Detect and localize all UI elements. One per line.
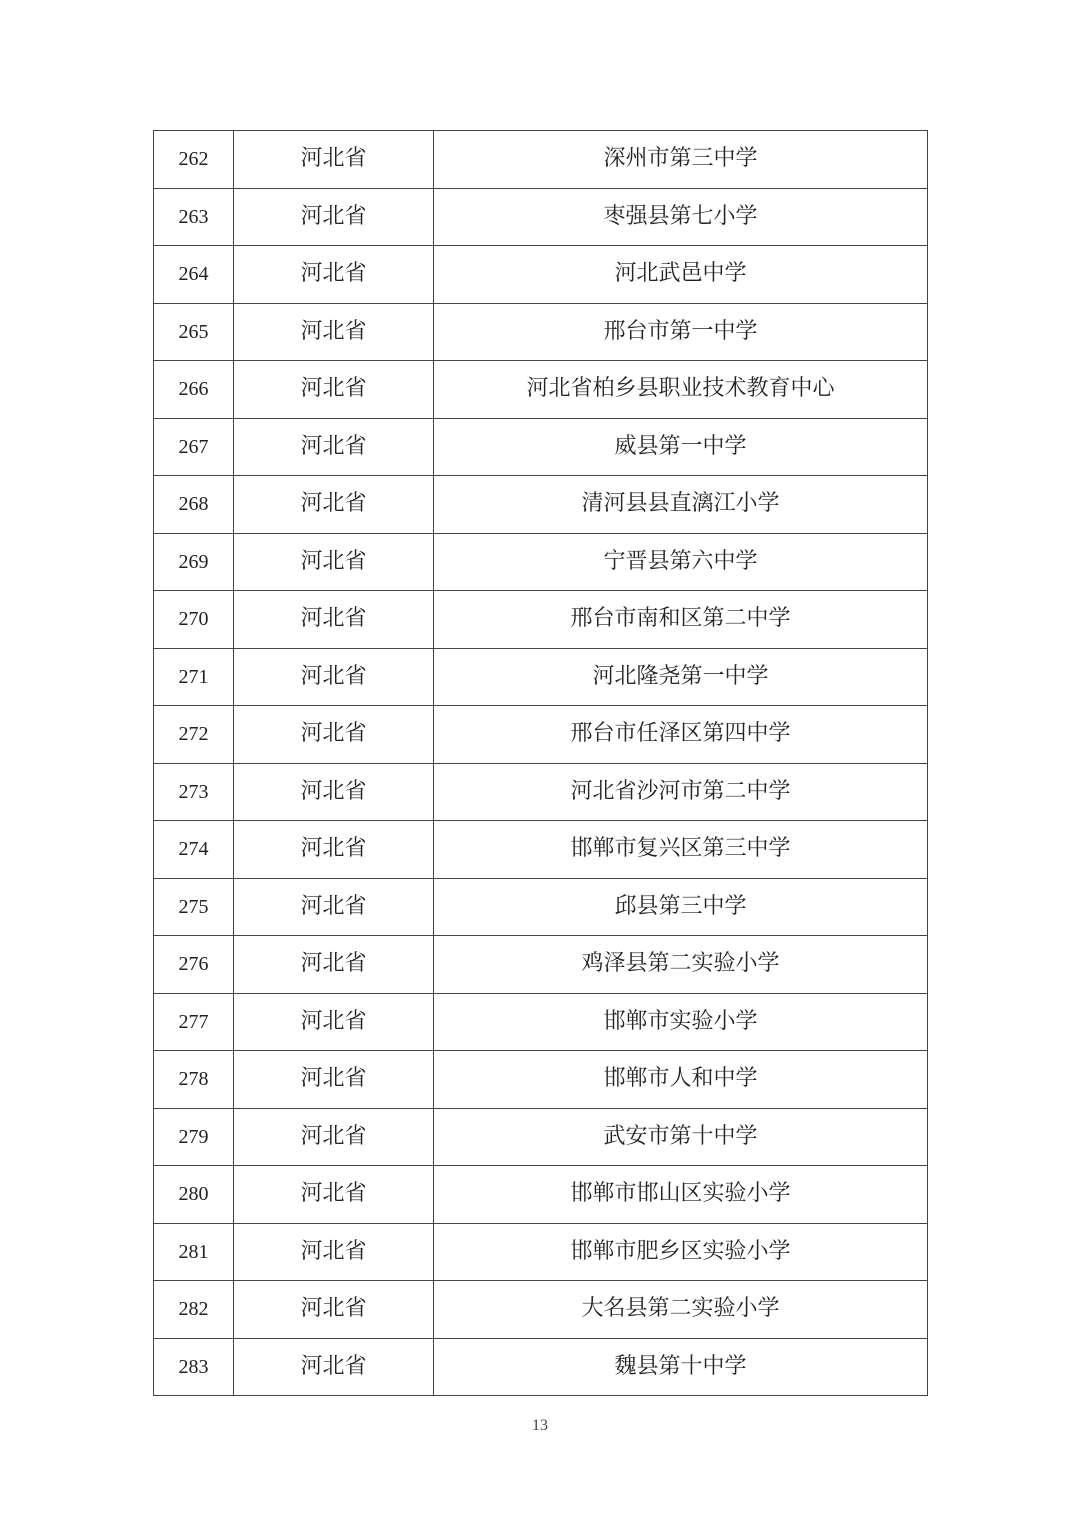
table-row	[154, 993, 928, 1051]
table-body	[154, 131, 928, 1396]
school-name-cell: 邯郸市复兴区第三中学	[434, 821, 928, 879]
table-row	[154, 418, 928, 476]
table-row	[154, 1166, 928, 1224]
table-row	[154, 821, 928, 879]
table-row	[154, 1108, 928, 1166]
row-number-cell: 267	[154, 418, 234, 476]
school-name-cell: 河北隆尧第一中学	[434, 648, 928, 706]
school-name-cell: 河北省柏乡县职业技术教育中心	[434, 361, 928, 419]
row-number-cell: 274	[154, 821, 234, 879]
province-cell: 河北省	[234, 533, 434, 591]
table-row	[154, 246, 928, 304]
province-cell: 河北省	[234, 591, 434, 649]
province-cell: 河北省	[234, 188, 434, 246]
school-name-cell: 邢台市南和区第二中学	[434, 591, 928, 649]
school-name-cell: 邯郸市肥乡区实验小学	[434, 1223, 928, 1281]
row-number-cell: 277	[154, 993, 234, 1051]
table-row	[154, 188, 928, 246]
school-name-cell: 大名县第二实验小学	[434, 1281, 928, 1339]
table-row	[154, 361, 928, 419]
province-cell: 河北省	[234, 131, 434, 189]
province-cell: 河北省	[234, 821, 434, 879]
table-row	[154, 1051, 928, 1109]
row-number-cell: 262	[154, 131, 234, 189]
province-cell: 河北省	[234, 303, 434, 361]
school-name-cell: 魏县第十中学	[434, 1338, 928, 1396]
province-cell: 河北省	[234, 476, 434, 534]
row-number-cell: 275	[154, 878, 234, 936]
school-name-cell: 河北省沙河市第二中学	[434, 763, 928, 821]
province-cell: 河北省	[234, 418, 434, 476]
school-name-cell: 枣强县第七小学	[434, 188, 928, 246]
school-name-cell: 深州市第三中学	[434, 131, 928, 189]
province-cell: 河北省	[234, 1223, 434, 1281]
school-name-cell: 邯郸市实验小学	[434, 993, 928, 1051]
page-number: 13	[532, 1417, 548, 1434]
school-name-cell: 邱县第三中学	[434, 878, 928, 936]
table-row	[154, 1223, 928, 1281]
row-number-cell: 264	[154, 246, 234, 304]
school-name-cell: 清河县县直漓江小学	[434, 476, 928, 534]
table-row	[154, 763, 928, 821]
table-row	[154, 476, 928, 534]
table-row	[154, 533, 928, 591]
table-row	[154, 936, 928, 994]
province-cell: 河北省	[234, 878, 434, 936]
table-row	[154, 131, 928, 189]
row-number-cell: 276	[154, 936, 234, 994]
school-name-cell: 威县第一中学	[434, 418, 928, 476]
province-cell: 河北省	[234, 936, 434, 994]
school-name-cell: 邯郸市人和中学	[434, 1051, 928, 1109]
row-number-cell: 270	[154, 591, 234, 649]
row-number-cell: 269	[154, 533, 234, 591]
school-name-cell: 邢台市第一中学	[434, 303, 928, 361]
table-row	[154, 878, 928, 936]
row-number-cell: 283	[154, 1338, 234, 1396]
row-number-cell: 266	[154, 361, 234, 419]
province-cell: 河北省	[234, 993, 434, 1051]
school-name-cell: 武安市第十中学	[434, 1108, 928, 1166]
row-number-cell: 278	[154, 1051, 234, 1109]
province-cell: 河北省	[234, 1051, 434, 1109]
province-cell: 河北省	[234, 246, 434, 304]
row-number-cell: 280	[154, 1166, 234, 1224]
province-cell: 河北省	[234, 1281, 434, 1339]
province-cell: 河北省	[234, 1108, 434, 1166]
row-number-cell: 272	[154, 706, 234, 764]
table-row	[154, 1338, 928, 1396]
table-row	[154, 303, 928, 361]
table-row	[154, 1281, 928, 1339]
province-cell: 河北省	[234, 1166, 434, 1224]
row-number-cell: 282	[154, 1281, 234, 1339]
row-number-cell: 265	[154, 303, 234, 361]
row-number-cell: 273	[154, 763, 234, 821]
school-list-table	[153, 130, 928, 1396]
table-row	[154, 648, 928, 706]
province-cell: 河北省	[234, 1338, 434, 1396]
school-name-cell: 宁晋县第六中学	[434, 533, 928, 591]
school-name-cell: 鸡泽县第二实验小学	[434, 936, 928, 994]
row-number-cell: 271	[154, 648, 234, 706]
row-number-cell: 263	[154, 188, 234, 246]
row-number-cell: 268	[154, 476, 234, 534]
province-cell: 河北省	[234, 706, 434, 764]
school-name-cell: 邯郸市邯山区实验小学	[434, 1166, 928, 1224]
table-row	[154, 591, 928, 649]
province-cell: 河北省	[234, 648, 434, 706]
row-number-cell: 281	[154, 1223, 234, 1281]
province-cell: 河北省	[234, 763, 434, 821]
school-name-cell: 河北武邑中学	[434, 246, 928, 304]
table-row	[154, 706, 928, 764]
province-cell: 河北省	[234, 361, 434, 419]
school-name-cell: 邢台市任泽区第四中学	[434, 706, 928, 764]
row-number-cell: 279	[154, 1108, 234, 1166]
